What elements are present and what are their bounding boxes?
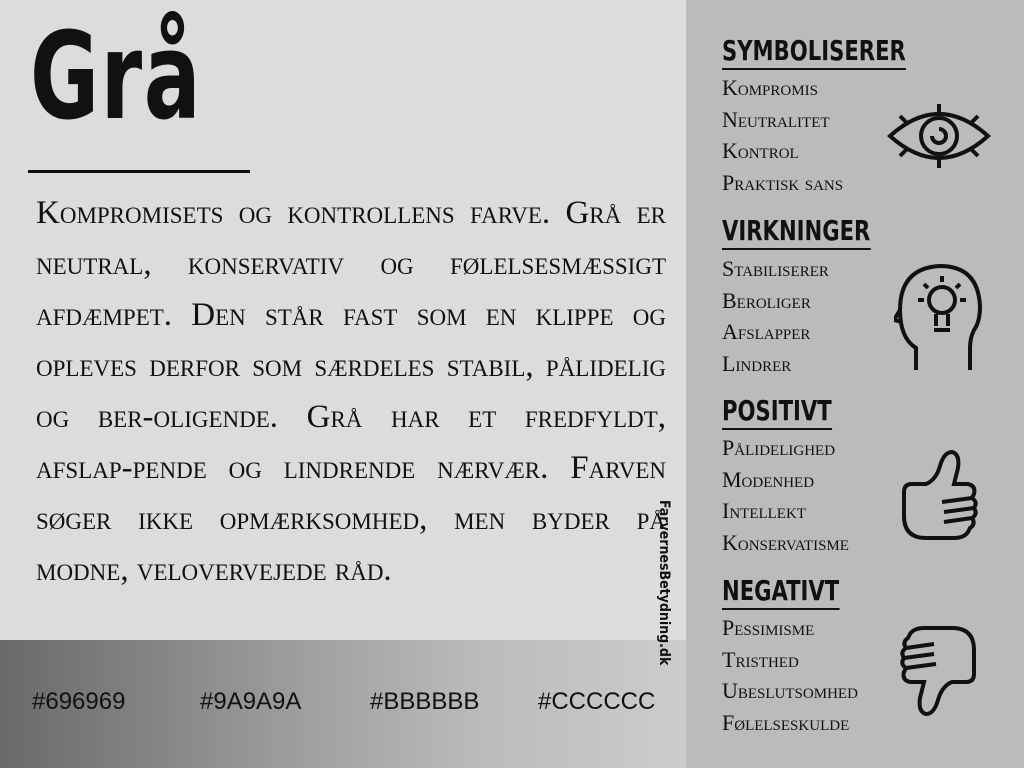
list-item: Stabiliserer (722, 256, 829, 281)
swatch-hex-3: #BBBBBB (370, 688, 480, 715)
head-lightbulb-icon (894, 258, 984, 374)
section-list-effects (722, 253, 829, 379)
list-item: Praktisk sans (722, 169, 844, 195)
section-heading-negative: NEGATIVT (722, 574, 839, 610)
section-heading-positive: POSITIVT (722, 394, 832, 430)
list-item: Pessimisme (722, 615, 815, 640)
list-item: Pålidelighed (722, 435, 836, 460)
page-title: Grå (30, 8, 203, 147)
list-item: Ubeslutsomhed (722, 678, 858, 703)
section-heading-effects: VIRKNINGER (722, 214, 870, 250)
list-item: Konservatisme (722, 529, 849, 555)
description-text: Kompromisets og kontrollens farve. Grå er neutral, konservativ og følelsesmæssigt afdæmpet. Den står fast som en klippe og opleves derfor som særdeles stabil, pålidelig og ber-oligende. Grå har et fredfyldt, afslap-pende og lindrende nærvær. Farven søger ikke opmærksomhed, men byder på modne, velovervejede råd. (36, 195, 666, 588)
swatch-hex-1: #696969 (32, 688, 126, 715)
title-underline (28, 170, 250, 173)
list-item: Tristhed (722, 646, 799, 672)
site-credit: FarvernesBetydning.dk (656, 500, 672, 666)
section-list-symbolizes (722, 72, 843, 198)
list-item: Følelseskulde (722, 709, 850, 735)
swatch-hex-4: #CCCCCC (538, 688, 656, 715)
list-item: Kompromis (722, 75, 818, 100)
list-item: Lindrer (722, 350, 792, 376)
list-item: Beroliger (722, 287, 811, 313)
section-list-negative (722, 612, 858, 738)
thumbs-up-icon (898, 446, 980, 542)
thumbs-down-icon (898, 624, 980, 720)
list-item: Neutralitet (722, 106, 830, 132)
eye-icon (884, 100, 994, 172)
list-item: Intellekt (722, 498, 806, 523)
list-item: Kontrol (722, 138, 799, 163)
section-list-positive (722, 432, 849, 558)
list-item: Afslapper (722, 319, 811, 344)
swatch-hex-2: #9A9A9A (200, 688, 302, 715)
section-heading-symbolizes: SYMBOLISERER (722, 34, 906, 70)
list-item: Modenhed (722, 466, 815, 492)
